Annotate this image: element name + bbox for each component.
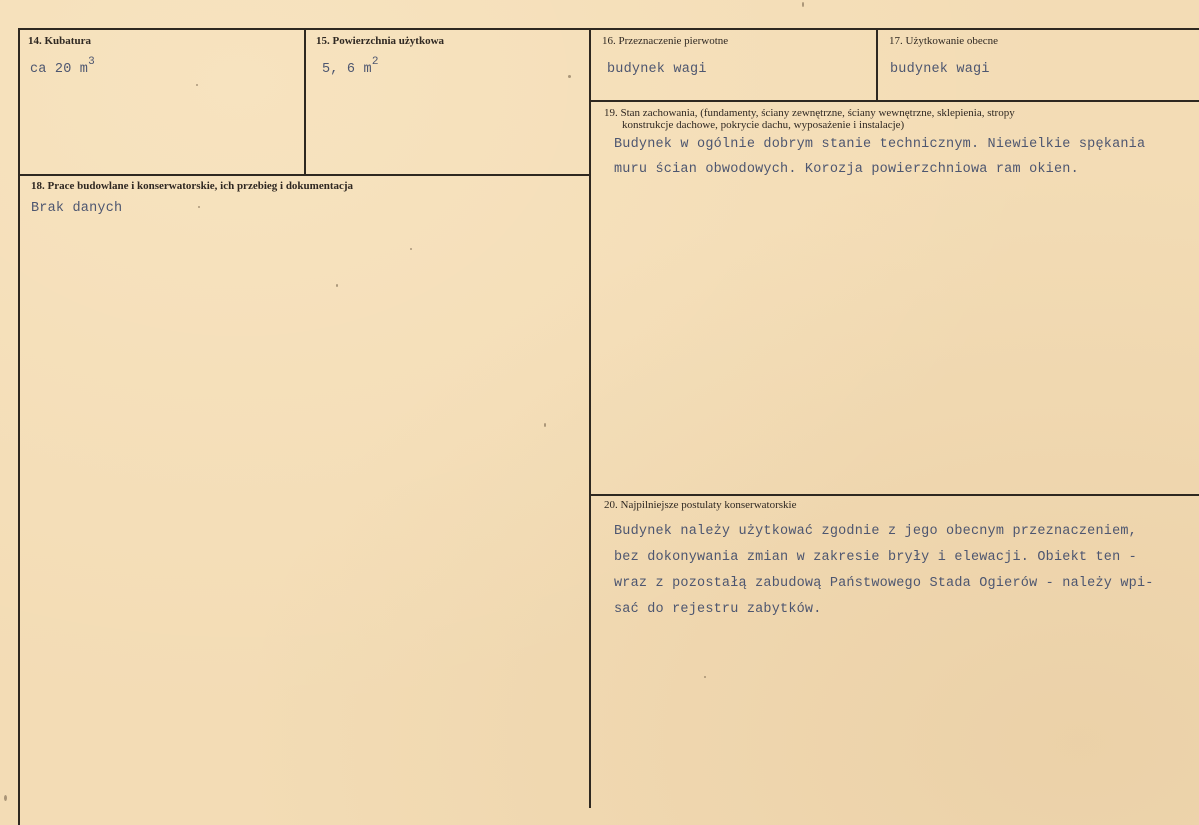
- paper-speck: [802, 2, 804, 7]
- field-20-label: 20. Najpilniejsze postulaty konserwatorskie: [604, 499, 797, 511]
- left-rule: [18, 28, 20, 825]
- rule-above-20: [590, 494, 1199, 496]
- rule-15-16-center: [589, 28, 591, 808]
- top-rule: [18, 28, 1199, 30]
- field-19-value-line-2: muru ścian obwodowych. Korozja powierzchniowa ram okien.: [614, 162, 1079, 177]
- field-16-value: budynek wagi: [607, 62, 707, 77]
- paper-speck: [198, 206, 200, 208]
- field-19-label-line-1: 19. Stan zachowania, (fundamenty, ściany zewnętrzne, ściany wewnętrzne, sklepienia, stropy: [604, 107, 1015, 119]
- paper-speck: [336, 284, 338, 287]
- rule-16-17: [876, 28, 878, 100]
- field-15-value: 5, 6 $m^2$: [322, 56, 379, 77]
- field-15-value-superscript: 2: [371, 56, 379, 68]
- field-18-value: Brak danych: [31, 201, 123, 216]
- field-20-value-line-1: Budynek należy użytkować zgodnie z jego obecnym przeznaczeniem,: [614, 524, 1137, 539]
- field-14-label: 14. Kubatura: [28, 35, 91, 47]
- field-19-label-line-2: konstrukcje dachowe, pokrycie dachu, wyposażenie i instalacje): [622, 119, 905, 131]
- paper-speck: [410, 248, 412, 250]
- rule-14-15: [304, 28, 306, 174]
- rule-below-16-17: [590, 100, 1199, 102]
- field-20-value-line-4: sać do rejestru zabytków.: [614, 602, 822, 617]
- field-19-value-line-1: Budynek w ogólnie dobrym stanie technicznym. Niewielkie spękania: [614, 137, 1146, 152]
- field-15-label: 15. Powierzchnia użytkowa: [316, 35, 445, 47]
- paper-speck: [544, 423, 546, 427]
- field-14-value-superscript: 3: [88, 56, 95, 68]
- field-14-value: ca 20 $m^3$: [30, 56, 95, 77]
- paper-speck: [704, 676, 706, 678]
- field-20-value-line-3: wraz z pozostałą zabudową Państwowego Stada Ogierów - należy wpi-: [614, 576, 1154, 591]
- rule-below-14-15: [18, 174, 590, 176]
- field-20-value-line-2: bez dokonywania zmian w zakresie bryły i elewacji. Obiekt ten -: [614, 550, 1137, 565]
- field-16-label: 16. Przeznaczenie pierwotne: [602, 35, 729, 47]
- field-17-value: budynek wagi: [890, 62, 990, 77]
- paper-speck: [196, 84, 198, 86]
- paper-speck: [4, 795, 7, 801]
- field-17-label: 17. Użytkowanie obecne: [889, 35, 999, 47]
- field-18-label: 18. Prace budowlane i konserwatorskie, ich przebieg i dokumentacja: [31, 180, 354, 192]
- paper-speck: [568, 75, 571, 78]
